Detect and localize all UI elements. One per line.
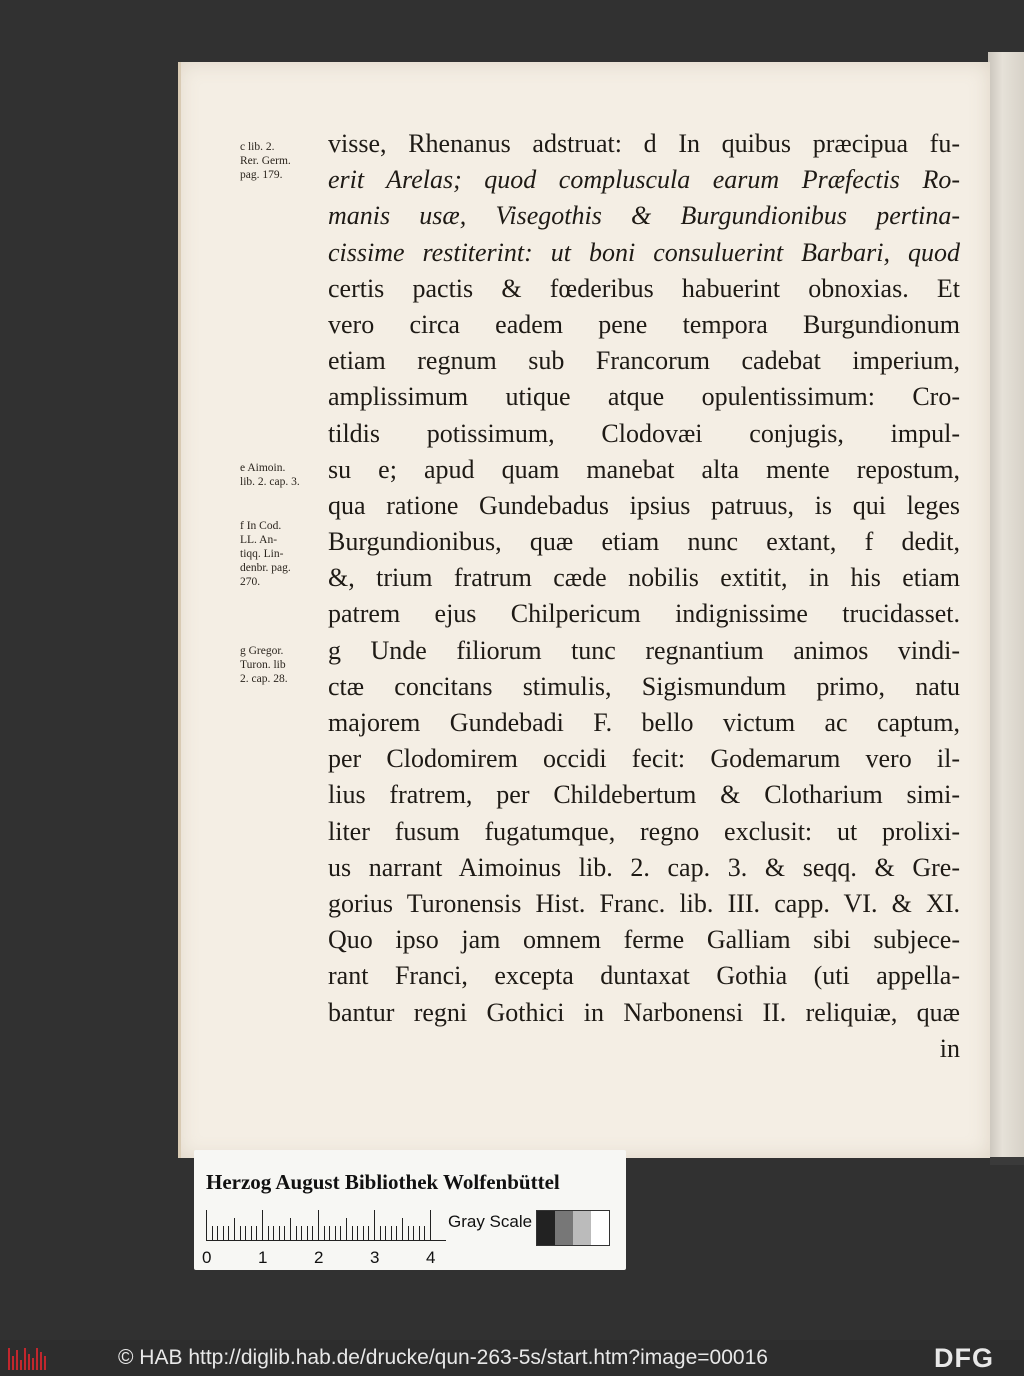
text-line: certis pactis & fœderibus habuerint obnoxias. Et [328, 273, 960, 303]
ruler-tick [424, 1226, 425, 1240]
ruler-number: 0 [202, 1248, 212, 1267]
margin-note-g: g Gregor. Turon. lib 2. cap. 28. [240, 645, 288, 685]
gray-swatch [591, 1211, 609, 1245]
text-line: amplissimum utique atque opulentissimum: Cro- [328, 382, 960, 412]
page-left-edge [178, 62, 181, 1158]
catchword: in [939, 1033, 960, 1063]
text-line: lius fratrem, per Childebertum & Clotharium simi- [328, 780, 960, 810]
text-line: qua ratione Gundebadus ipsius patruus, is qui leges [328, 490, 960, 520]
ruler-tick [329, 1226, 330, 1240]
ruler-tick [380, 1226, 381, 1240]
gray-swatch [573, 1211, 591, 1245]
ruler-tick [324, 1226, 325, 1240]
ruler-tick [245, 1226, 246, 1240]
text-line: manis usæ, Visegothis & Burgundionibus pertina- [328, 201, 960, 231]
ruler-number: 1 [258, 1248, 268, 1267]
ruler-tick [346, 1218, 347, 1240]
text-line: &, trium fratrum cæde nobilis extitit, in his etiam [328, 563, 960, 593]
text-line: liter fusum fugatumque, regno exclusit: ut prolixi- [328, 816, 960, 846]
text-line: ctæ concitans stimulis, Sigismundum primo, natu [328, 671, 960, 701]
ruler-tick [312, 1226, 313, 1240]
ruler-tick [363, 1226, 364, 1240]
ruler-tick [396, 1226, 397, 1240]
text-line: vero circa eadem pene tempora Burgundionum [328, 309, 960, 339]
margin-note-c: c lib. 2. Rer. Germ. pag. 179. [240, 141, 291, 181]
page-edge [988, 52, 1024, 1157]
ruler-tick [228, 1226, 229, 1240]
ruler-tick [262, 1210, 263, 1240]
ruler-tick [357, 1226, 358, 1240]
text-line: patrem ejus Chilpericum indignissime trucidasset. [328, 599, 960, 629]
ruler-tick [212, 1226, 213, 1240]
ruler-tick [430, 1210, 431, 1240]
hab-logo-icon[interactable] [8, 1348, 48, 1370]
ruler-tick [256, 1226, 257, 1240]
ruler-number: 4 [426, 1248, 436, 1267]
source-url[interactable]: © HAB http://diglib.hab.de/drucke/qun-263-5s/start.htm?image=00016 [118, 1346, 768, 1369]
ruler-tick [273, 1226, 274, 1240]
text-line: erit Arelas; quod compluscula earum Præfectis Ro- [328, 165, 960, 195]
ruler-tick [368, 1226, 369, 1240]
margin-note-f: f In Cod. LL. An- tiqq. Lin- denbr. pag. 270. [240, 520, 291, 588]
text-line: bantur regni Gothici in Narbonensi II. reliquiæ, quæ [328, 997, 960, 1027]
ruler-tick [223, 1226, 224, 1240]
ruler-tick [234, 1218, 235, 1240]
ruler-tick [391, 1226, 392, 1240]
gray-swatch [537, 1211, 555, 1245]
ruler-tick [385, 1226, 386, 1240]
ruler-tick [268, 1226, 269, 1240]
text-line: Quo ipso jam omnem ferme Galliam sibi subjece- [328, 925, 960, 955]
ruler-tick [206, 1210, 207, 1240]
ruler-tick [301, 1226, 302, 1240]
text-line: gorius Turonensis Hist. Franc. lib. III. capp. VI. & XI. [328, 888, 960, 918]
main-text [328, 126, 960, 1067]
text-line: us narrant Aimoinus lib. 2. cap. 3. & seqq. & Gre- [328, 852, 960, 882]
footer-bar [0, 1340, 1024, 1376]
ruler-tick [217, 1226, 218, 1240]
ruler-tick [340, 1226, 341, 1240]
ruler-tick [318, 1210, 319, 1240]
text-line: rant Franci, excepta duntaxat Gothia (uti appella- [328, 961, 960, 991]
text-line: majorem Gundebadi F. bello victum ac captum, [328, 708, 960, 737]
ruler-tick [279, 1226, 280, 1240]
ruler-tick [290, 1218, 291, 1240]
library-label [194, 1150, 626, 1270]
ruler-tick [240, 1226, 241, 1240]
ruler [206, 1208, 446, 1241]
gray-scale-label: Gray Scale [448, 1212, 533, 1231]
ruler-tick [419, 1226, 420, 1240]
ruler-tick [413, 1226, 414, 1240]
text-line: Burgundionibus, quæ etiam nunc extant, f dedit, [328, 527, 960, 557]
ruler-tick [408, 1226, 409, 1240]
text-line: visse, Rhenanus adstruat: d In quibus præcipua fu- [328, 129, 960, 158]
text-line: per Clodomirem occidi fecit: Godemarum vero il- [328, 744, 960, 774]
ruler-tick [296, 1226, 297, 1240]
ruler-tick [402, 1218, 403, 1240]
text-line: etiam regnum sub Francorum cadebat imperium, [328, 346, 960, 376]
ruler-number: 3 [370, 1248, 380, 1267]
dfg-logo[interactable]: DFG [934, 1343, 994, 1373]
ruler-number: 2 [314, 1248, 324, 1267]
ruler-tick [307, 1226, 308, 1240]
text-line: cissime restiterint: ut boni consuluerint Barbari, quod [328, 237, 960, 267]
label-title: Herzog August Bibliothek Wolfenbüttel [206, 1170, 560, 1194]
margin-note-e: e Aimoin. lib. 2. cap. 3. [240, 462, 300, 488]
ruler-tick [284, 1226, 285, 1240]
ruler-tick [352, 1226, 353, 1240]
text-line: su e; apud quam manebat alta mente repostum, [328, 454, 960, 484]
ruler-tick [374, 1210, 375, 1240]
ruler-tick [335, 1226, 336, 1240]
text-line: g Unde filiorum tunc regnantium animos vindi- [328, 635, 960, 665]
gray-swatch [555, 1211, 573, 1245]
ruler-tick [251, 1226, 252, 1240]
text-line: tildis potissimum, Clodovæi conjugis, impul- [328, 418, 960, 448]
gray-scale-swatches [536, 1210, 610, 1246]
